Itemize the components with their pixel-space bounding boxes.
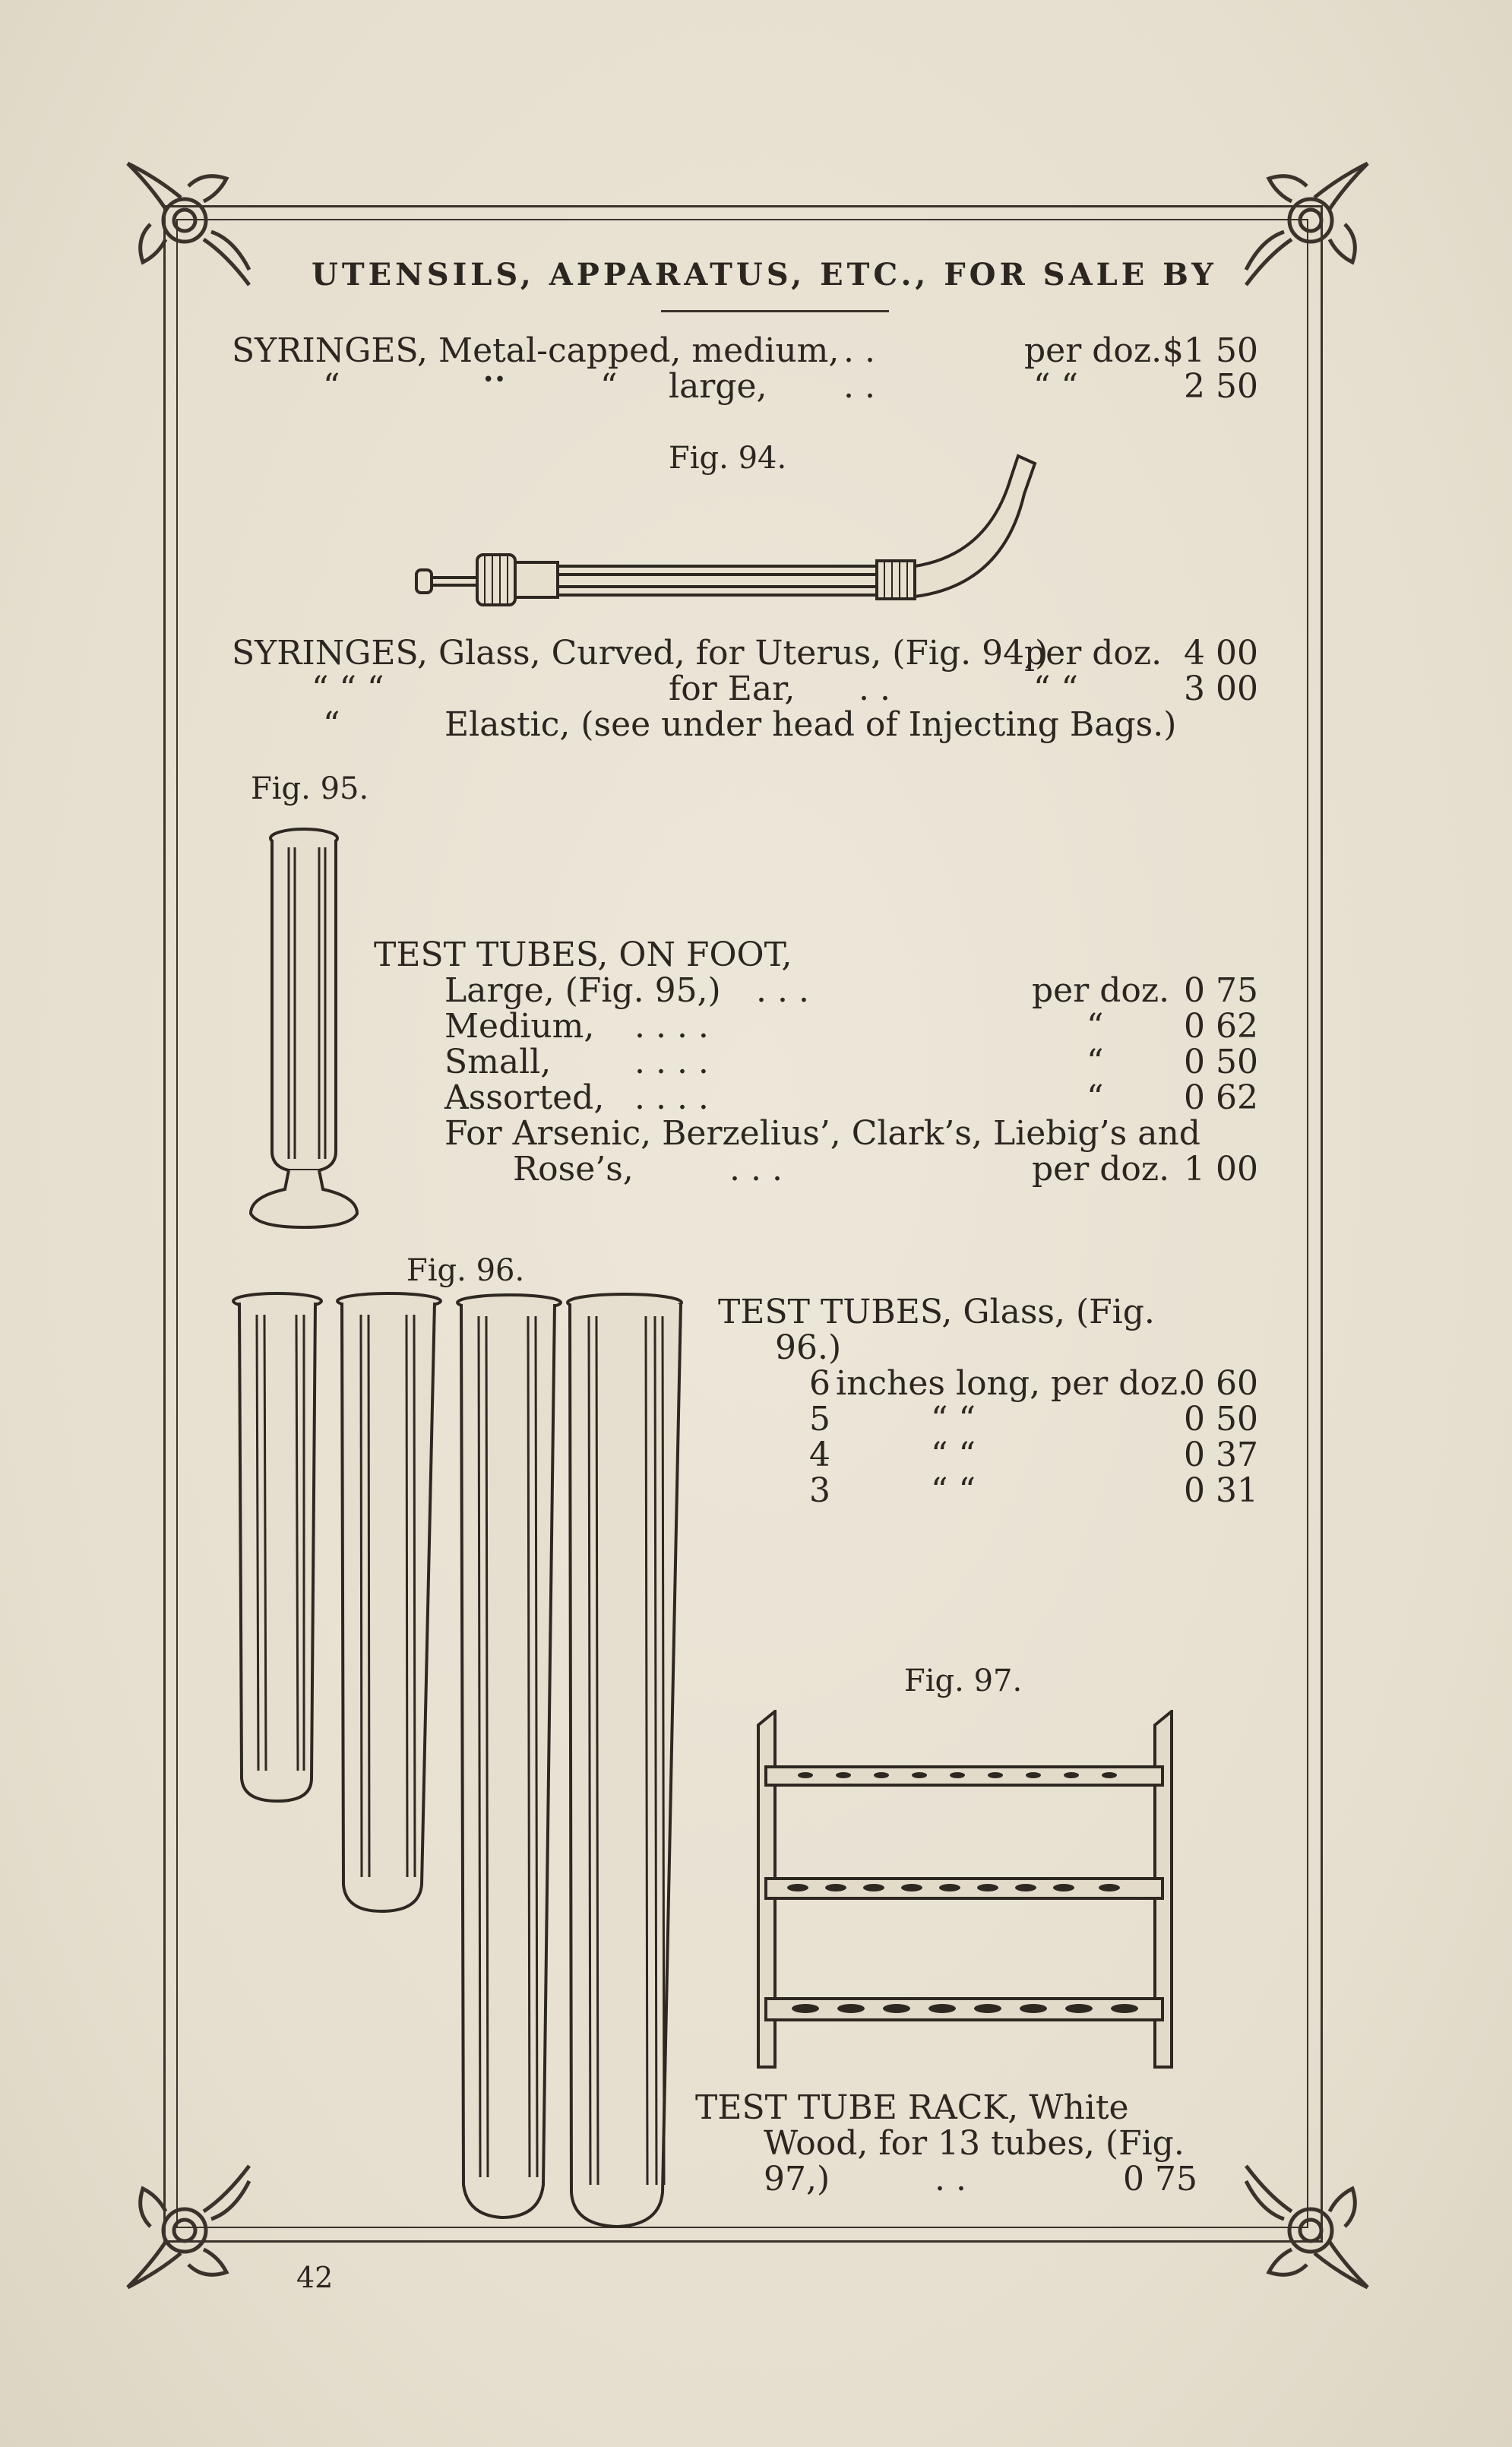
test-tubes-glass-title: TEST TUBES, Glass, (Fig. [718,1293,1155,1331]
size-price: 0 31 [1184,1471,1258,1510]
syringe-illustration [410,441,1064,616]
ditto-marks: “ “ “ [312,670,384,708]
size-price: 0 60 [1184,1364,1258,1403]
fig97-caption: Fig. 97. [904,1664,1023,1698]
size-value: 5 [809,1400,830,1439]
test-tube-on-foot-illustration [243,825,365,1235]
row-label: Assorted, [444,1078,605,1117]
row-price: 0 62 [1184,1078,1258,1117]
fig95-caption: Fig. 95. [251,771,369,806]
syringes-large-price: 2 50 [1184,367,1258,406]
corner-ornament-bottom-right [1238,2158,1375,2295]
arsenic-dots: . . . [729,1150,783,1189]
syringes-metal-item: SYRINGES, Metal-capped, medium, [232,331,840,370]
test-tubes-glass-title-cont: 96.) [775,1328,842,1367]
row-price: 0 62 [1184,1007,1258,1046]
row-dots: . . . [756,971,809,1010]
rack-description: Wood, for 13 tubes, (Fig. [764,2124,1185,2163]
ditto-mark: •• [482,369,506,391]
ditto-mark: “ [600,367,618,406]
size-price: 0 50 [1184,1400,1258,1439]
syringes-ear-unit: “ “ [1033,670,1078,708]
test-tubes-glass-illustration [228,1292,707,2234]
ditto-mark: “ [323,367,340,406]
row-dots: . . . . [634,1078,709,1117]
syringes-glass-unit: per doz. [1024,634,1162,673]
arsenic-line-2: Rose’s, [513,1150,634,1189]
size-label: “ “ [931,1400,976,1439]
syringes-ear-item: for Ear, [669,670,796,708]
size-value: 3 [809,1471,830,1510]
row-price: 0 50 [1184,1043,1258,1081]
row-price: 0 75 [1184,971,1258,1010]
syringes-metal-unit: per doz. [1024,331,1162,370]
size-label: “ “ [931,1436,976,1474]
row-label: Large, (Fig. 95,) [444,971,721,1010]
ditto-mark: “ [323,705,340,744]
row-dots: . . . . [634,1007,709,1046]
arsenic-price: 1 00 [1184,1150,1258,1189]
rack-price: 0 75 [1123,2160,1197,2199]
syringes-ear-price: 3 00 [1184,670,1258,708]
row-unit: “ [1087,1007,1104,1046]
test-tubes-foot-title: TEST TUBES, ON FOOT, [374,935,792,974]
syringes-large-unit: “ “ [1033,367,1078,406]
page-number: 42 [296,2261,334,2294]
syringes-metal-dots: . . [843,331,875,370]
syringes-glass-price: 4 00 [1184,634,1258,673]
syringes-ear-dots: . . [859,670,890,708]
corner-ornament-top-left [120,156,257,293]
row-label: Medium, [444,1007,595,1046]
arsenic-line-1: For Arsenic, Berzelius’, Clark’s, Liebig’s and [444,1114,1200,1153]
syringes-large-dots: . . [843,367,875,406]
syringes-metal-price: $1 50 [1162,331,1258,370]
fig96-caption: Fig. 96. [406,1253,525,1288]
corner-ornament-top-right [1238,156,1375,293]
fig94-caption: Fig. 94. [669,441,787,476]
page-header-title: UTENSILS, APPARATUS, ETC., FOR SALE BY [312,257,1217,293]
rack-dots: . . [935,2160,966,2199]
syringes-large-item: large, [669,367,767,406]
size-price: 0 37 [1184,1436,1258,1474]
syringes-elastic-item: Elastic, (see under head of Injecting Bags.) [444,705,1177,744]
header-rule [661,310,889,312]
row-dots: . . . . [634,1043,709,1081]
arsenic-unit: per doz. [1032,1150,1170,1189]
row-unit: “ [1087,1078,1104,1117]
size-value: 6 [809,1364,830,1403]
row-unit: per doz. [1032,971,1170,1010]
row-unit: “ [1087,1043,1104,1081]
syringes-glass-item: SYRINGES, Glass, Curved, for Uterus, (Fig. 94,) [232,634,1049,673]
size-value: 4 [809,1436,830,1474]
size-label: inches long, per doz. [836,1364,1189,1403]
test-tube-rack-illustration [752,1710,1185,2075]
row-label: Small, [444,1043,552,1081]
size-label: “ “ [931,1471,976,1510]
rack-figure-ref: 97,) [764,2160,830,2199]
rack-title: TEST TUBE RACK, White [695,2088,1129,2127]
